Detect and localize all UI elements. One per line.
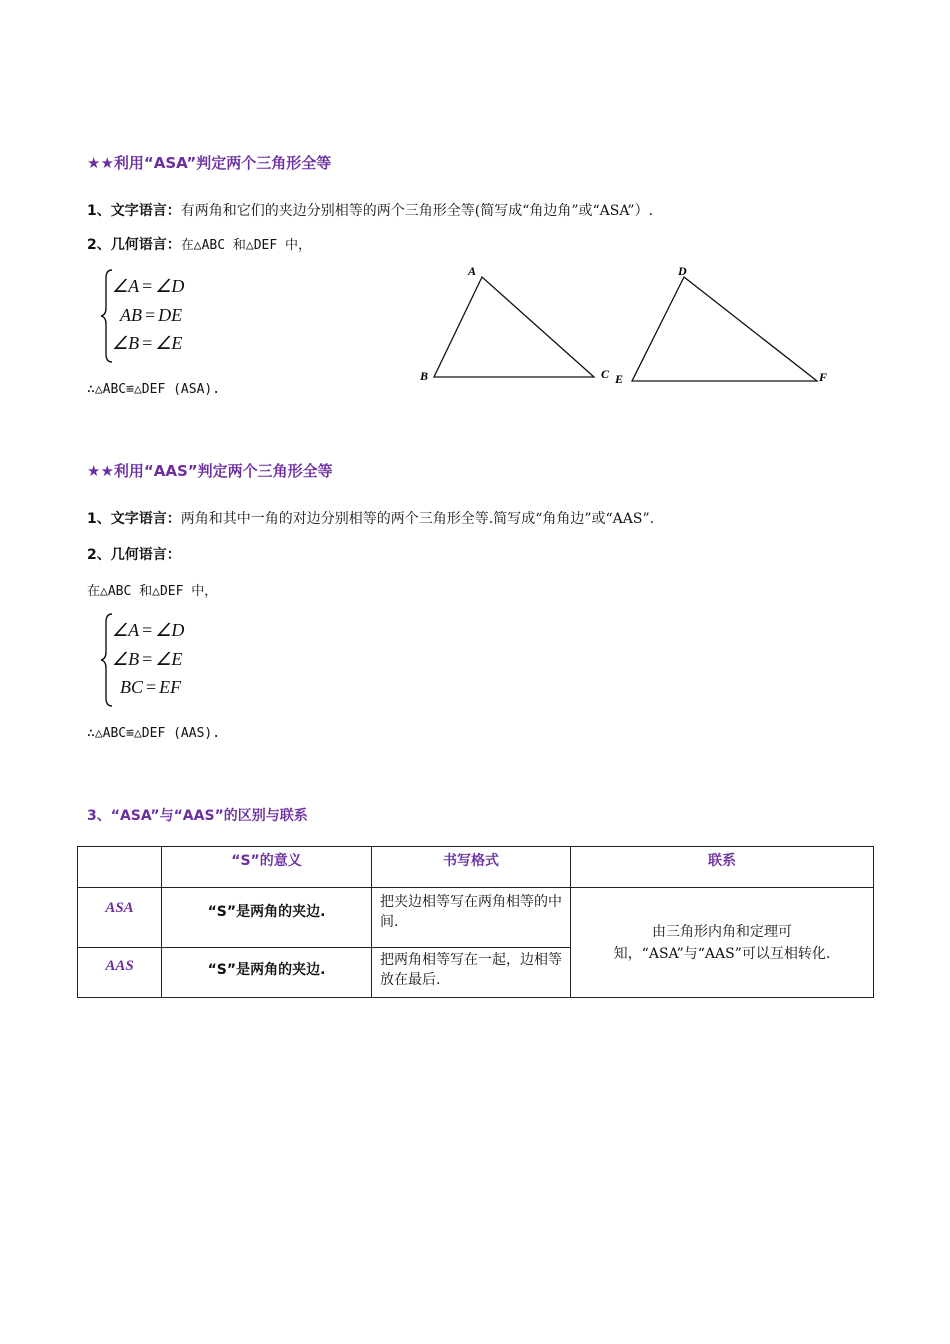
label-d: D bbox=[678, 264, 687, 278]
label-a: A bbox=[468, 264, 477, 278]
aas-geo-language bbox=[87, 544, 181, 564]
aas-conclusion: ∴△ABC≌△DEF (AAS). bbox=[87, 726, 221, 741]
row-format-aas: 把两角相等写在一起，边相等放在最后. bbox=[372, 948, 571, 998]
label-f: F bbox=[819, 370, 828, 384]
asa-text-body: 有两角和它们的夹边分别相等的两个三角形全等(简写成“角边角”或“ASA”）. bbox=[180, 203, 654, 219]
row-format-asa: 把夹边相等写在两角相等的中间. bbox=[372, 888, 571, 948]
table-header-format: 书写格式 bbox=[372, 847, 571, 888]
triangle-def bbox=[632, 277, 817, 381]
aas-text-body: 两角和其中一角的对边分别相等的两个三角形全等.简写成“角角边”或“AAS”. bbox=[180, 511, 655, 527]
asa-conclusion: ∴△ABC≌△DEF (ASA). bbox=[87, 382, 221, 397]
aas-condition-system bbox=[100, 612, 220, 708]
comparison-table bbox=[77, 846, 874, 998]
row-meaning-asa: “S”是两角的夹边. bbox=[162, 888, 372, 948]
aas-condition-3: BC = EF bbox=[120, 677, 182, 697]
asa-heading: ★★利用“ASA”判定两个三角形全等 bbox=[87, 154, 332, 172]
table-row bbox=[78, 888, 874, 948]
row-meaning-aas: “S”是两角的夹边. bbox=[162, 948, 372, 998]
label-b: B bbox=[420, 369, 429, 383]
row-label-asa: ASA bbox=[78, 888, 162, 948]
table-header-empty bbox=[78, 847, 162, 888]
table-header-meaning: “S”的意义 bbox=[162, 847, 372, 888]
asa-condition-2: AB = DE bbox=[120, 305, 183, 325]
aas-text-label: 1、文字语言： bbox=[87, 511, 181, 527]
label-e: E bbox=[615, 372, 624, 386]
aas-heading: ★★利用“AAS”判定两个三角形全等 bbox=[87, 462, 333, 480]
asa-geo-body: 在△ABC 和△DEF 中， bbox=[180, 238, 312, 253]
triangle-abc bbox=[434, 277, 594, 377]
asa-condition-system bbox=[100, 268, 220, 364]
asa-condition-1: ∠A = ∠D bbox=[112, 276, 185, 296]
asa-geo-language bbox=[87, 234, 311, 254]
relation-cell: 由三角形内角和定理可知，“ASA”与“AAS”可以互相转化. bbox=[571, 888, 874, 998]
aas-geo-body: 在△ABC 和△DEF 中， bbox=[87, 584, 218, 599]
aas-geo-label: 2、几何语言： bbox=[87, 547, 181, 563]
comparison-heading: 3、“ASA”与“AAS”的区别与联系 bbox=[87, 808, 308, 824]
asa-text-label: 1、文字语言： bbox=[87, 203, 181, 219]
aas-text-language bbox=[87, 508, 654, 528]
asa-condition-3: ∠B = ∠E bbox=[112, 333, 183, 353]
row-label-aas: AAS bbox=[78, 948, 162, 998]
asa-geo-label: 2、几何语言： bbox=[87, 237, 181, 253]
table-header-row bbox=[78, 847, 874, 888]
asa-text-language bbox=[87, 200, 653, 220]
table-header-relation: 联系 bbox=[571, 847, 874, 888]
aas-condition-2: ∠B = ∠E bbox=[112, 649, 183, 669]
label-c: C bbox=[601, 367, 610, 381]
triangles-figure bbox=[410, 258, 840, 393]
aas-condition-1: ∠A = ∠D bbox=[112, 620, 185, 640]
